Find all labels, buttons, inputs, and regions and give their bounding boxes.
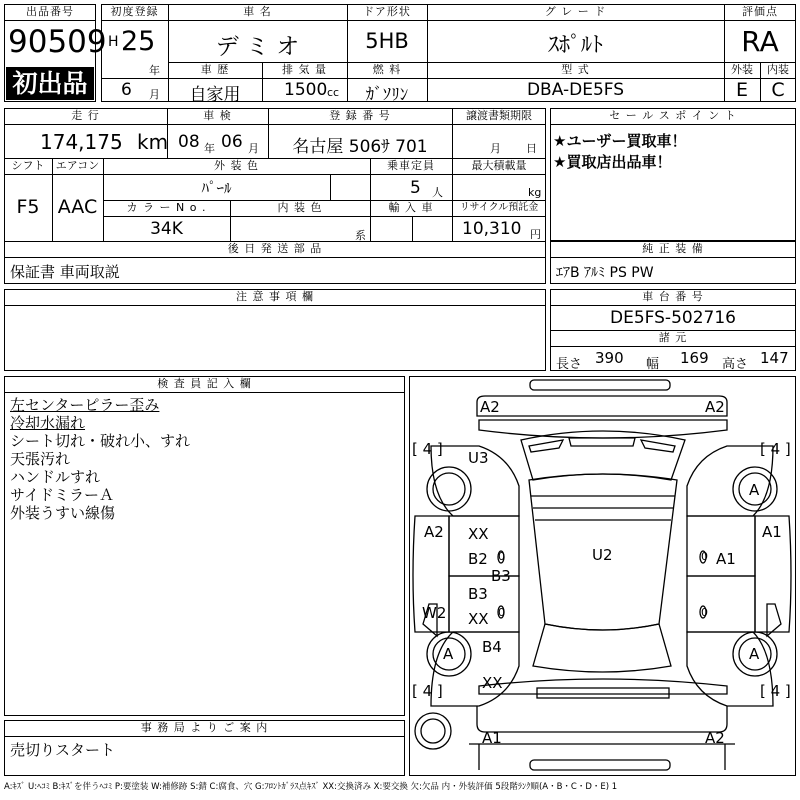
inspector-note: 左センターピラー歪み [10,396,160,414]
sales-point-label: セ ー ル ス ポ イ ン ト [609,109,737,122]
import-label: 輸 入 車 [388,201,434,214]
inspector-notes [10,396,190,522]
recycle-fee: 10,310 [462,219,522,239]
caution-label: 注 意 事 項 欄 [236,290,314,303]
mark-w2: W2 [422,604,447,622]
displacement-unit: cc [327,86,340,99]
model-label: 型 式 [561,63,590,76]
office-label: 事 務 局 よ り ご 案 内 [140,721,269,734]
mileage: 174,175 [40,130,123,154]
color-no: 34K [150,219,183,239]
later-parts-label: 後 日 発 送 部 品 [227,242,323,255]
capacity-unit: 人 [432,186,443,199]
fuel-label: 燃 料 [372,63,402,76]
lot-number: 90509 [8,24,107,60]
bracket-top-right: [ 4 ] [760,440,791,458]
inspection-year-unit: 年 [204,142,215,155]
mark-zero-3: 0 [498,606,505,619]
capacity: 5 [410,178,421,198]
interior-grade: C [771,79,785,101]
mark-zero-2: 0 [701,550,708,563]
first-reg-era: H [108,34,119,50]
mark-zero-1: 0 [498,550,505,563]
mark-zero-4: 0 [701,606,708,619]
mark-xx-bottom: XX [482,674,503,692]
width-label: 幅 [646,357,660,372]
mileage-label: 走 行 [71,109,100,122]
mark-front-left: A2 [480,398,500,416]
inspection-month-unit: 月 [248,142,259,155]
mark-b3: B3 [468,585,488,603]
bracket-top-left: [ 4 ] [412,440,443,458]
chassis-number: DE5FS-502716 [610,308,736,328]
first-listing-badge: 初出品 [6,67,94,100]
ext-color-label: 外 装 色 [214,159,259,172]
genuine-label: 純 正 装 備 [642,242,704,255]
inspection-year: 08 [178,132,200,152]
sales-point-box [550,108,796,241]
mark-rear-left: A1 [482,729,502,747]
legend: A:ｷｽﾞ U:ﾍｺﾐ B:ｷｽﾞを伴うﾍｺﾐ P:要塗装 W:補修跡 S:錆 C:腐食、穴 G:ﾌﾛﾝﾄｶﾞﾗｽ点ｷｽﾞ XX:交換済み X:要交換 欠:欠品 内・外装評価 5段階ﾗﾝｸ順(A・B・C・D・E) 1 [4,782,618,792]
height-label: 高さ [722,357,749,372]
eval-score: RA [741,25,779,58]
displacement: 1500 [284,80,328,100]
car-name: デ ミ オ [215,34,300,60]
bracket-bottom-right: [ 4 ] [760,682,791,700]
interior-label: 内装 [767,63,789,76]
mark-b3-center: B3 [491,567,511,585]
inspector-label: 検 査 員 記 入 欄 [157,377,252,390]
mark-wheel-rr: A [749,645,760,663]
height: 147 [760,349,789,367]
transfer-month-unit: 月 [490,142,501,155]
first-reg-year-unit: 年 [149,64,160,77]
first-reg-label: 初度登録 [110,5,159,18]
mark-b4: B4 [482,638,502,656]
mark-front-right: A2 [705,398,725,416]
load-label: 最大積載量 [471,159,527,172]
inspector-note: シート切れ・破れ小、すれ [10,432,191,450]
mark-side-right: A1 [762,523,782,541]
aircon-label: エアコン [55,159,100,172]
plate-label: 登 録 番 号 [329,109,391,122]
genuine-equipment: ｴｱB ｱﾙﾐ PS PW [556,265,654,281]
mark-rear-right: A2 [705,729,725,747]
transfer-day-unit: 日 [526,142,537,155]
first-reg-month: 6 [121,80,132,100]
chassis-label: 車 台 番 号 [642,290,704,303]
door-type: 5HB [365,29,409,53]
mark-b2: B2 [468,550,488,568]
length-label: 長さ [556,357,583,372]
door-label: ドア形状 [363,5,411,18]
mark-u2: U2 [592,546,613,564]
exterior-grade: E [735,79,748,101]
plate-number: 名古屋 506ｻ 701 [292,137,428,157]
capacity-label: 乗車定員 [387,159,435,172]
inspector-note: サイドミラーＡ [10,486,114,504]
int-color-label: 内 装 色 [277,201,323,214]
sales-point-1: ★ユーザー買取車！ [553,132,687,150]
transfer-label: 譲渡書類期限 [466,109,532,122]
ext-color: ﾊﾟｰﾙ [201,179,232,197]
mark-xx-top: XX [468,525,489,543]
grade: ｽﾎﾟﾙﾄ [547,33,603,58]
sales-point-2: ★買取店出品車！ [553,153,672,171]
history-label: 車 歴 [200,63,230,76]
grade-label: グ レ ー ド [544,5,607,18]
aircon: AAC [57,196,98,218]
later-parts: 保証書 車両取説 [10,263,120,281]
shift-label: シフト [11,159,45,172]
recycle-label: リサイクル預託金 [459,202,539,213]
mark-side-left: A2 [424,523,444,541]
int-color-unit: 系 [355,229,366,242]
dims-label: 諸 元 [658,331,688,344]
mark-u3: U3 [468,449,489,467]
length: 390 [595,349,624,367]
fuel: ｶﾞｿﾘﾝ [365,85,409,105]
car-name-label: 車 名 [243,5,272,18]
car-damage-diagram [409,376,796,776]
mark-xx-mid: XX [468,610,489,628]
load-unit: kg [528,186,542,199]
color-no-label: カ ラ ー N o . [126,201,207,214]
mileage-unit: km [137,130,169,154]
inspector-note: 冷却水漏れ [10,414,86,432]
exterior-label: 外装 [731,63,753,76]
mark-a1-door: A1 [716,550,736,568]
inspector-note: 天張汚れ [10,450,71,468]
width: 169 [680,349,709,367]
first-reg-month-unit: 月 [149,88,160,101]
recycle-unit: 円 [530,228,541,241]
inspector-note: ハンドルすれ [10,468,101,486]
inspection-month: 06 [221,132,243,152]
history: 自家用 [189,85,241,105]
inspector-note: 外装うすい線傷 [10,504,116,522]
mark-wheel-rl: A [443,645,454,663]
bracket-bottom-left: [ 4 ] [412,682,443,700]
office-note: 売切りスタート [10,741,116,759]
eval-label: 評価点 [742,5,778,18]
displacement-label: 排 気 量 [282,63,327,76]
first-reg-year: 25 [121,26,156,57]
mark-wheel-fr: A [749,481,760,499]
shift: F5 [16,196,40,218]
lot-number-label: 出品番号 [26,5,74,18]
model-code: DBA-DE5FS [526,80,625,100]
inspection-label: 車 検 [203,109,232,122]
